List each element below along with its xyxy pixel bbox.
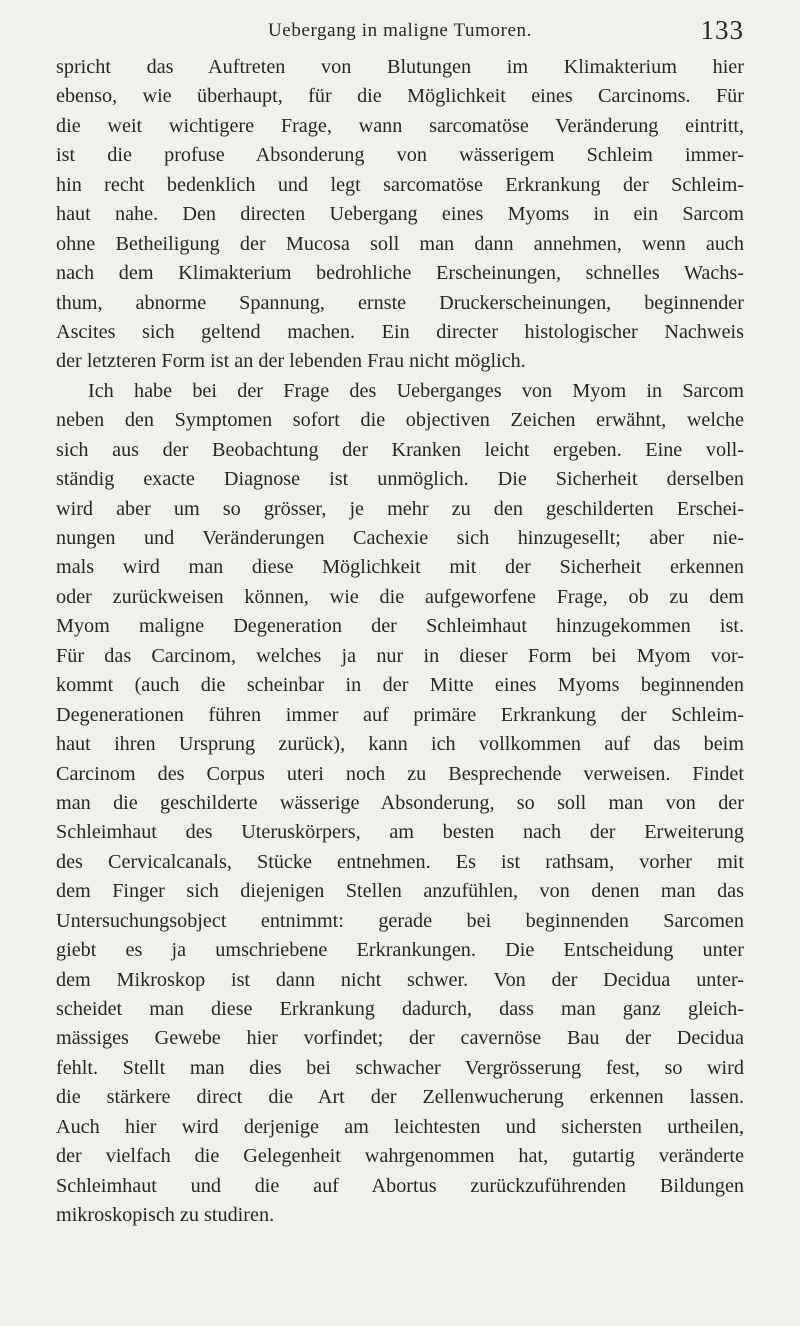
text-line: Untersuchungsobject entnimmt: gerade bei beginnenden Sarcomen <box>56 909 744 932</box>
text-line: Für das Carcinom, welches ja nur in dieser Form bei Myom vor- <box>56 644 744 667</box>
text-line: Auch hier wird derjenige am leichtesten und sichersten urtheilen, <box>56 1115 744 1138</box>
running-header <box>56 12 744 46</box>
text-line: Ich habe bei der Frage des Ueberganges von Myom in Sarcom <box>88 379 744 402</box>
text-line: fehlt. Stellt man dies bei schwacher Vergrösserung fest, so wird <box>56 1056 744 1079</box>
text-line: man die geschilderte wässerige Absonderung, so soll man von der <box>56 791 744 814</box>
text-line: sich aus der Beobachtung der Kranken leicht ergeben. Eine voll- <box>56 438 744 461</box>
text-line: mikroskopisch zu studiren. <box>56 1204 275 1227</box>
text-line: der vielfach die Gelegenheit wahrgenommen hat, gutartig veränderte <box>56 1145 744 1168</box>
text-line: dem Finger sich diejenigen Stellen anzufühlen, von denen man das <box>56 880 744 903</box>
text-line: Schleimhaut des Uteruskörpers, am besten nach der Erweiterung <box>56 821 744 844</box>
text-line: haut ihren Ursprung zurück), kann ich vollkommen auf das beim <box>56 733 744 756</box>
text-line: Carcinom des Corpus uteri noch zu Besprechende verweisen. Findet <box>56 762 744 785</box>
text-line: nungen und Veränderungen Cachexie sich hinzugesellt; aber nie- <box>56 527 744 549</box>
text-line: Myom maligne Degeneration der Schleimhaut hinzugekommen ist. <box>56 615 744 638</box>
text-line: Schleimhaut und die auf Abortus zurückzuführenden Bildungen <box>56 1174 744 1197</box>
page-number: 133 <box>700 15 744 45</box>
text-line: scheidet man diese Erkrankung dadurch, dass man ganz gleich- <box>56 998 744 1020</box>
text-line: hin recht bedenklich und legt sarcomatöse Erkrankung der Schleim- <box>56 173 744 196</box>
text-line: ständig exacte Diagnose ist unmöglich. Die Sicherheit derselben <box>56 468 744 491</box>
text-line: neben den Symptomen sofort die objectiven Zeichen erwähnt, welche <box>56 409 744 432</box>
text-line: dem Mikroskop ist dann nicht schwer. Von der Decidua unter- <box>56 968 744 991</box>
text-line: giebt es ja umschriebene Erkrankungen. Die Entscheidung unter <box>56 939 744 962</box>
text-line: des Cervicalcanals, Stücke entnehmen. Es ist rathsam, vorher mit <box>56 850 744 873</box>
text-line: mals wird man diese Möglichkeit mit der Sicherheit erkennen <box>56 556 744 579</box>
text-line: kommt (auch die scheinbar in der Mitte eines Myoms beginnenden <box>56 674 744 697</box>
text-line: der letzteren Form ist an der lebenden Frau nicht möglich. <box>56 350 526 373</box>
text-line: Ascites sich geltend machen. Ein directer histologischer Nachweis <box>56 320 744 343</box>
text-line: die weit wichtigere Frage, wann sarcomatöse Veränderung eintritt, <box>56 114 744 137</box>
text-line: ebenso, wie überhaupt, für die Möglichkeit eines Carcinoms. Für <box>56 85 744 108</box>
text-line: Degenerationen führen immer auf primäre Erkrankung der Schleim- <box>56 703 744 726</box>
text-line: ohne Betheiligung der Mucosa soll man dann annehmen, wenn auch <box>56 232 744 255</box>
text-line: thum, abnorme Spannung, ernste Druckerscheinungen, beginnender <box>56 291 744 314</box>
text-line: oder zurückweisen können, wie die aufgeworfene Frage, ob zu dem <box>56 585 744 608</box>
text-line: die stärkere direct die Art der Zellenwucherung erkennen lassen. <box>56 1086 744 1109</box>
running-title: Uebergang in maligne Tumoren. <box>267 20 533 41</box>
body-text <box>56 53 744 1231</box>
text-line: wird aber um so grösser, je mehr zu den geschilderten Erschei- <box>56 497 744 520</box>
text-line: haut nahe. Den directen Uebergang eines Myoms in ein Sarcom <box>56 203 744 226</box>
text-line: mässiges Gewebe hier vorfindet; der cavernöse Bau der Decidua <box>56 1027 744 1050</box>
text-line: nach dem Klimakterium bedrohliche Erscheinungen, schnelles Wachs- <box>56 262 744 285</box>
text-line: ist die profuse Absonderung von wässerigem Schleim immer- <box>56 144 744 167</box>
text-line: spricht das Auftreten von Blutungen im Klimakterium hier <box>56 56 744 78</box>
